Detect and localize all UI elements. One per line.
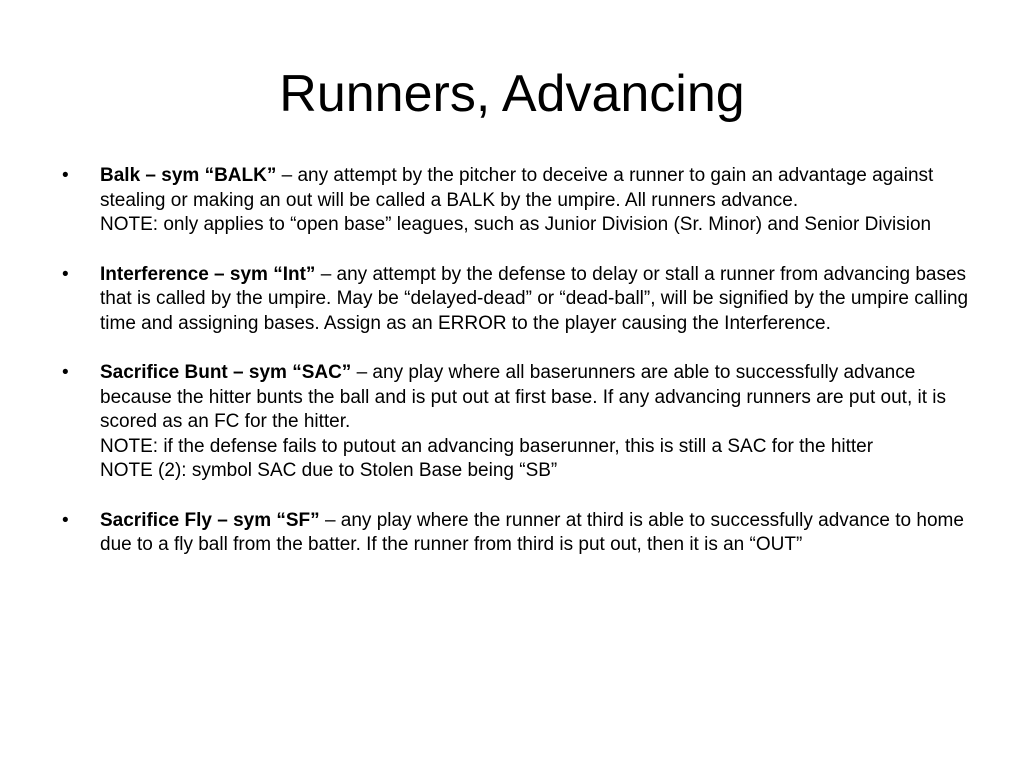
slide-title: Runners, Advancing <box>279 65 745 123</box>
bullet-term: Interference – sym “Int” <box>100 263 316 285</box>
bullet-description: – any play where the runner at third is able to successfully advance to home due to a fly ball from the batter. If the runner from third is put out, then it is an “OUT” <box>100 509 964 555</box>
bullet-item-balk <box>60 164 970 238</box>
bullet-icon: • <box>62 165 69 186</box>
bullet-icon: • <box>62 362 69 383</box>
bullet-note: NOTE: if the defense fails to putout an advancing baserunner, this is still a SAC for the hitter <box>100 435 874 457</box>
bullet-note: NOTE: only applies to “open base” leagues, such as Junior Division (Sr. Minor) and Senior Division <box>100 214 932 235</box>
bullet-term: Sacrifice Bunt – sym “SAC” <box>100 362 352 383</box>
bullet-item-sacrifice-bunt <box>60 361 970 484</box>
bullet-list <box>60 164 970 583</box>
bullet-term: Sacrifice Fly – sym “SF” <box>100 509 320 531</box>
bullet-item-sacrifice-fly <box>60 509 970 558</box>
bullet-description: – any attempt by the defense to delay or stall a runner from advancing bases that is called by the umpire. May be “delayed-dead” or “dead-ball”, will be signified by the umpire calling time and assigning bases. Assign as an ERROR to the player causing the Interference. <box>100 263 969 334</box>
bullet-description: – any attempt by the pitcher to deceive a runner to gain an advantage against stealing or making an out will be called a BALK by the umpire. All runners advance. <box>100 165 934 211</box>
bullet-description: – any play where all baserunners are able to successfully advance because the hitter bunts the ball and is put out at first base. If any advancing runners are put out, it is scored as an FC for the hitter. <box>100 362 947 432</box>
bullet-icon: • <box>62 509 69 531</box>
bullet-note-2: NOTE (2): symbol SAC due to Stolen Base being “SB” <box>100 460 558 481</box>
bullet-icon: • <box>62 263 69 285</box>
bullet-term: Balk – sym “BALK” <box>100 165 277 186</box>
bullet-item-interference <box>60 263 970 337</box>
